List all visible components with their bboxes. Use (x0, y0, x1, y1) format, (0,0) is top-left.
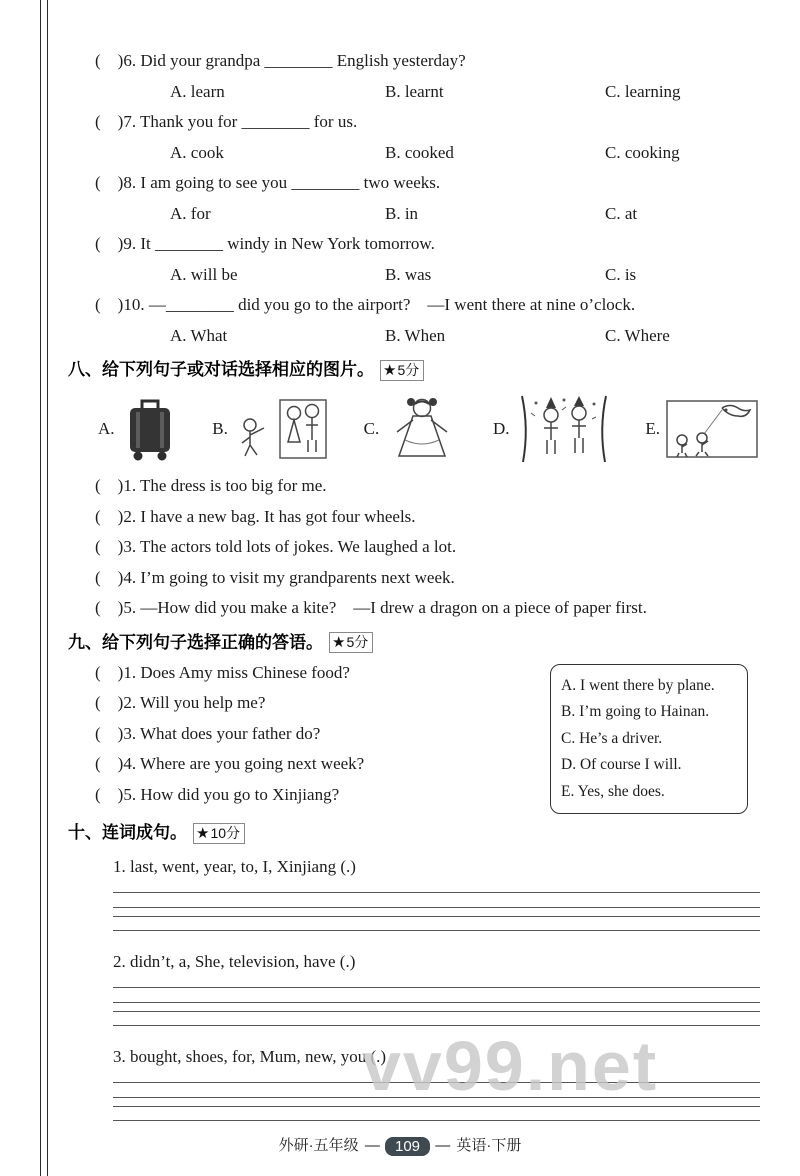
section10-header (68, 818, 760, 848)
option-c: C. learning (605, 81, 681, 101)
option-a: A. learn (170, 81, 225, 101)
picture-a (98, 396, 179, 462)
section9-item: ( )5. How did you go to Xinjiang? (95, 784, 340, 804)
page-left-border-inner (47, 0, 48, 1176)
answer-option: B. I’m going to Hainan. (561, 703, 710, 720)
picture-label: E. (645, 419, 660, 438)
page-number-badge: 109 (385, 1137, 430, 1156)
section9-item: ( )4. Where are you going next week? (95, 754, 365, 773)
page-content (68, 46, 760, 1137)
mcq-question-10: ( )10. —________ did you go to the airport? —I went there at nine o’clock. (95, 295, 636, 314)
section8-item: ( )1. The dress is too big for me. (95, 476, 327, 495)
section10-title: 十、连词成句。 (68, 823, 187, 842)
suitcase-image (121, 396, 179, 462)
option-a: A. will be (170, 264, 238, 284)
answer-option: C. He’s a driver. (561, 729, 663, 747)
section8-header (68, 355, 760, 385)
mcq-options-6 (170, 77, 760, 108)
section9-item: ( )2. Will you help me? (95, 693, 266, 712)
section8-item: ( )5. —How did you make a kite? —I drew a dragon on a piece of paper first. (95, 598, 647, 617)
option-b: B. was (385, 264, 432, 284)
section10-item-1: 1. last, went, year, to, I, Xinjiang (.) (113, 857, 356, 876)
option-b: B. cooked (385, 142, 454, 162)
writing-line (113, 1098, 760, 1107)
score-text: 10分 (210, 824, 241, 841)
watermark: vv99.net (362, 1027, 659, 1105)
picture-b (212, 397, 330, 461)
option-b: B. When (385, 325, 446, 345)
door-greeting-image (234, 397, 330, 461)
footer-subject: 英语·下册 (456, 1137, 522, 1155)
pictures-row (98, 391, 758, 467)
score-text: 5分 (346, 634, 369, 650)
score-text: 5分 (397, 361, 420, 378)
mcq-options-7 (170, 138, 760, 169)
section9-header (68, 628, 760, 658)
writing-line (113, 1107, 760, 1121)
kite-flying-image (666, 400, 758, 458)
picture-d (493, 395, 612, 463)
mcq-question-6: ( )6. Did your grandpa ________ English yesterday? (95, 51, 466, 70)
section10-item-3: 3. bought, shoes, for, Mum, new, you (.) (113, 1047, 387, 1066)
option-c: C. at (605, 203, 638, 223)
writing-line (113, 1003, 760, 1012)
star-icon: ★ (196, 824, 210, 842)
option-a: A. cook (170, 142, 224, 162)
girl-dress-image (385, 396, 459, 462)
mcq-question-7: ( )7. Thank you for ________ for us. (95, 112, 358, 131)
option-c: C. Where (605, 325, 670, 345)
writing-line (113, 893, 760, 908)
picture-label: B. (212, 419, 228, 438)
option-b: B. learnt (385, 81, 444, 101)
section8-title: 八、给下列句子或对话选择相应的图片。 (68, 360, 374, 379)
section-match-pictures (68, 355, 760, 624)
section8-item: ( )3. The actors told lots of jokes. We laughed a lot. (95, 537, 457, 556)
score-badge (329, 632, 373, 653)
page-left-border-outer (40, 0, 41, 1176)
section9-item: ( )3. What does your father do? (95, 723, 321, 743)
option-a: A. for (170, 203, 211, 223)
party-image (516, 395, 612, 463)
section8-item: ( )2. I have a new bag. It has got four wheels. (95, 506, 416, 526)
answer-option: D. Of course I will. (561, 756, 682, 773)
section9-questions (68, 658, 550, 815)
option-b: B. in (385, 203, 419, 223)
option-c: C. is (605, 264, 637, 284)
option-c: C. cooking (605, 142, 680, 162)
page-footer (0, 1134, 800, 1156)
footer-dash: — (364, 1137, 380, 1155)
section-choose-responses (68, 628, 760, 815)
writing-line (113, 1083, 760, 1098)
picture-e (645, 400, 758, 458)
score-badge (193, 823, 245, 844)
option-a: A. What (170, 325, 228, 345)
mcq-options-10 (170, 321, 760, 352)
mcq-options-8 (170, 199, 760, 230)
multiple-choice-section (68, 46, 760, 351)
footer-dash: — (435, 1137, 451, 1155)
answer-option: E. Yes, she does. (561, 782, 665, 800)
picture-label: C. (363, 419, 380, 438)
section10-item-2: 2. didn’t, a, She, television, have (.) (113, 952, 356, 971)
picture-label: A. (98, 419, 115, 438)
mcq-question-9: ( )9. It ________ windy in New York tomorrow. (95, 234, 435, 253)
answer-writing-area-1[interactable] (113, 892, 760, 931)
picture-c (364, 396, 460, 462)
section9-item: ( )1. Does Amy miss Chinese food? (95, 662, 350, 682)
answer-writing-area-3[interactable] (113, 1082, 760, 1121)
writing-line (113, 1012, 760, 1026)
answer-options-box (550, 664, 748, 815)
section8-item: ( )4. I’m going to visit my grandparents next week. (95, 567, 455, 587)
writing-line (113, 988, 760, 1003)
section-rearrange-words (68, 818, 760, 1121)
score-badge (380, 360, 424, 381)
footer-edition: 外研·五年级 (278, 1137, 359, 1155)
answer-option: A. I went there by plane. (561, 676, 715, 694)
writing-line (113, 917, 760, 931)
mcq-options-9 (170, 260, 760, 291)
mcq-question-8: ( )8. I am going to see you ________ two weeks. (95, 173, 441, 192)
answer-writing-area-2[interactable] (113, 987, 760, 1026)
writing-line (113, 908, 760, 917)
picture-label: D. (493, 419, 510, 438)
section9-title: 九、给下列句子选择正确的答语。 (68, 632, 323, 652)
star-icon: ★ (332, 634, 346, 651)
star-icon: ★ (383, 361, 397, 379)
